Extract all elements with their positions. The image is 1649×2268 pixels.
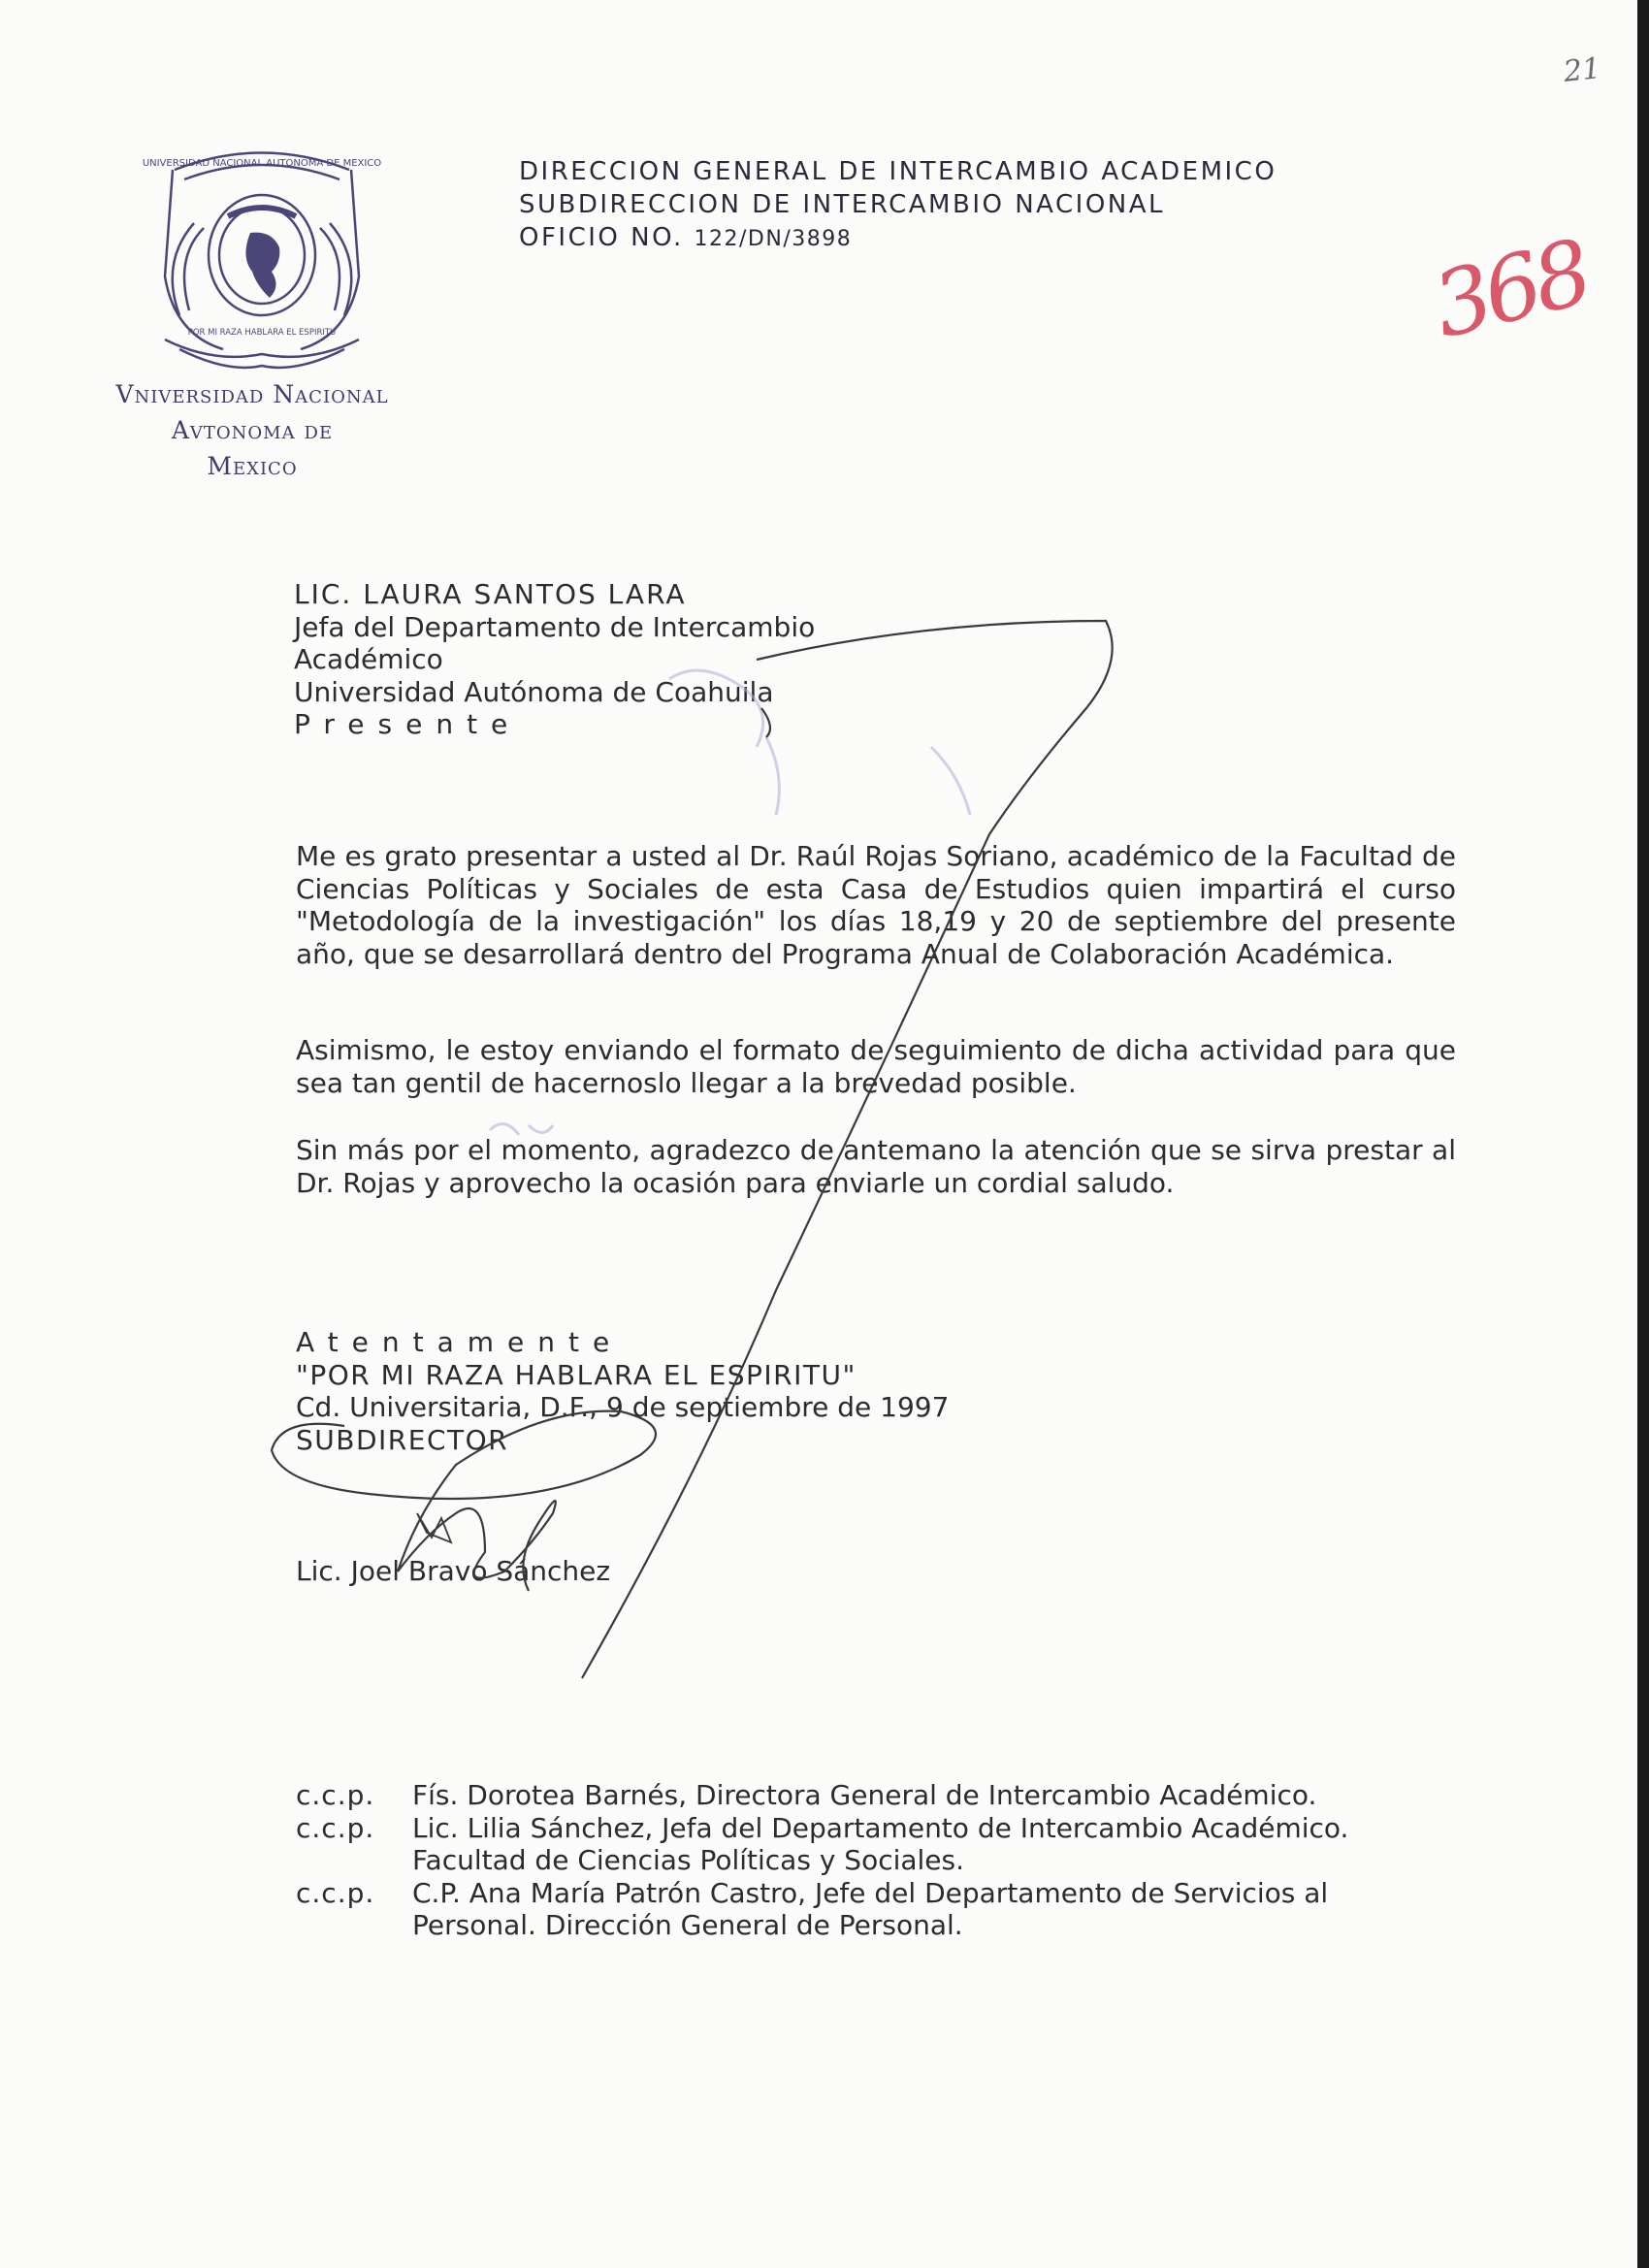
university-name: [97, 376, 407, 484]
ccp-label: c.c.p.: [296, 1876, 375, 1909]
ccp-text: Lic. Lilia Sánchez, Jefa del Departamento de Intercambio Académico. Facultad de Ciencias Políticas y Sociales.: [412, 1811, 1349, 1876]
body-paragraph-1: Me es grato presentar a usted al Dr. Raúl Rojas Soriano, académico de la Facultad de Ciencias Políticas y Sociales de esta Casa de Estudios quien impartirá el curso "Metodología de la investigación" los días 18,19 y 20 de septiembre del presente año, que se desarrollará dentro del Programa Anual de Colaboración Académica.: [296, 840, 1456, 970]
signature-scribble: [417, 1513, 451, 1542]
ccp-list: [296, 1779, 1363, 1942]
header-line-2: SUBDIRECCION DE INTERCAMBIO NACIONAL: [519, 190, 1166, 219]
recipient-institution: Universidad Autónoma de Coahuila: [294, 675, 774, 708]
recipient-name: LIC. LAURA SANTOS LARA: [294, 578, 687, 610]
ccp-text: C.P. Ana María Patrón Castro, Jefe del Departamento de Servicios al Personal. Dirección General de Personal.: [412, 1876, 1329, 1941]
recipient-position-line-1: Jefa del Departamento de Intercambio: [294, 610, 816, 643]
seal-band-text: POR MI RAZA HABLARA EL ESPIRITU: [187, 328, 337, 338]
header-line-1: DIRECCION GENERAL DE INTERCAMBIO ACADEMICO: [519, 157, 1277, 186]
recipient-block: [294, 578, 815, 741]
scan-edge: [1637, 0, 1649, 2268]
ccp-item: [296, 1877, 1363, 1942]
closing-block: [296, 1326, 949, 1456]
oficio-number: 122/DN/3898: [694, 227, 853, 251]
closing-regards: Atentamente: [296, 1326, 624, 1358]
university-name-line-2: Avtonoma de: [171, 416, 334, 444]
oficio-label: OFICIO NO.: [519, 223, 684, 252]
signer-name: Lic. Joel Bravo Sánchez: [296, 1555, 611, 1587]
ccp-label: c.c.p.: [296, 1779, 375, 1811]
recipient-salutation: Presente: [294, 708, 522, 740]
university-name-line-1: Vniversidad Nacional: [115, 380, 389, 408]
unam-seal-logo: [136, 141, 388, 378]
ccp-item: [296, 1779, 1363, 1812]
body-paragraph-3: Sin más por el momento, agradezco de antemano la atención que se sirva prestar al Dr. Rojas y aprovecho la ocasión para enviarle un cordial saludo.: [296, 1134, 1456, 1199]
ccp-text: Fís. Dorotea Barnés, Directora General de Intercambio Académico.: [412, 1779, 1317, 1811]
closing-place-date: Cd. Universitaria, D.F., 9 de septiembre de 1997: [296, 1391, 950, 1423]
university-name-line-3: Mexico: [207, 452, 298, 480]
ccp-label: c.c.p.: [296, 1811, 375, 1844]
seal-ring-text: UNIVERSIDAD NACIONAL AUTONOMA DE MEXICO: [142, 158, 382, 169]
ccp-item: [296, 1812, 1363, 1877]
handwritten-red-number: 368: [1423, 220, 1598, 359]
letterhead-title-block: [519, 155, 1277, 256]
closing-motto: "POR MI RAZA HABLARA EL ESPIRITU": [296, 1358, 857, 1391]
closing-title: SUBDIRECTOR: [296, 1423, 509, 1456]
recipient-position-line-2: Académico: [294, 643, 443, 675]
handwritten-page-note: 21: [1562, 51, 1602, 89]
oficio-line: [519, 221, 1277, 256]
body-paragraph-2: Asimismo, le estoy enviando el formato de seguimiento de dicha actividad para que sea tan gentil de hacernoslo llegar a la brevedad posible.: [296, 1034, 1456, 1099]
